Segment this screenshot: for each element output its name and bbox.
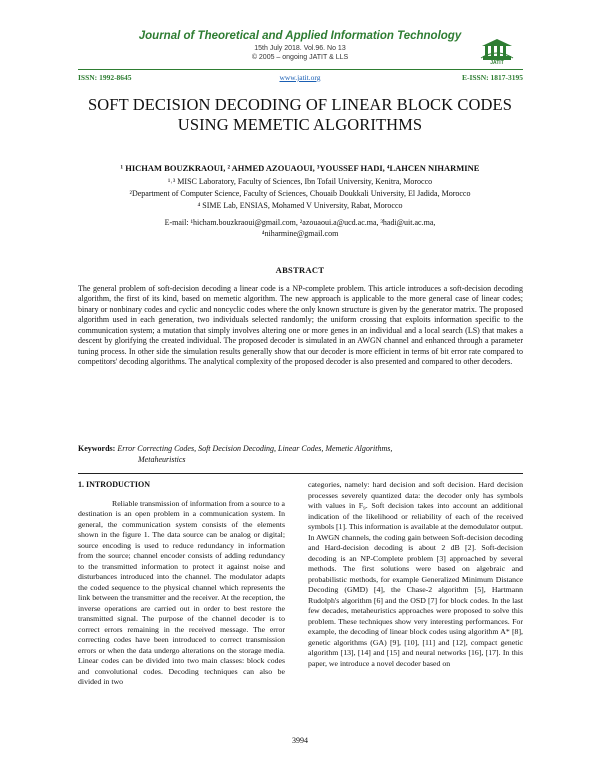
issue-line: 15th July 2018. Vol.96. No 13 xyxy=(254,45,346,52)
logo-text: JATIT xyxy=(490,60,504,66)
left-column xyxy=(78,480,285,688)
abstract-text: The general problem of soft-decision decoding a linear code is a NP-complete problem. This article introduces a soft-decision decoding algorithm, the first of its kind, based on memetic algorithm. The new approach is applicable to the more general case of linear codes; binary or nonbinary codes and cyclic and noncyclic codes where the only known structure is given by the generator matrix. The proposed algorithm used in each generation, two individuals selected randomly; the uniform crossing that exploits information specific to the communication system; a mutation that simply involves altering one or more genes in an individual and a local search (LS) that makes a descent by glorifying the created individual. The proposed decoder is simulated in an AWGN channel and enhanced through a parameter tuning process. In other side the simulation results generally show that our decoder is more efficient in terms of bit error rate compared to competitors' decoding algorithms. The analytical complexity of the proposed decoder is also presented and compared to other decoders. xyxy=(78,284,523,367)
paper-title xyxy=(60,95,540,135)
abstract-heading: ABSTRACT xyxy=(275,265,325,275)
paper-title-line-2: USING MEMETIC ALGORITHMS xyxy=(177,115,423,134)
page-number: 3994 xyxy=(292,736,308,745)
copyright-line: © 2005 – ongoing JATIT & LLS xyxy=(251,54,349,61)
issn-label: ISSN: xyxy=(78,73,98,82)
eissn-label: E-ISSN: xyxy=(461,73,489,82)
keywords-text-continued: Metaheuristics xyxy=(138,454,186,464)
journal-url-link[interactable]: www.jatit.org xyxy=(279,73,321,82)
authors: ¹ HICHAM BOUZKRAOUI, ² AHMED AZOUAOUI, ³YOUSSEF HADI, ⁴LAHCEN NIHARMINE xyxy=(120,163,480,173)
affiliation-1: ¹˒³ MISC Laboratory, Faculty of Sciences, Ibn Tofail University, Kenitra, Morocco xyxy=(167,177,433,186)
header-divider xyxy=(78,69,523,70)
eissn xyxy=(462,73,523,82)
issn xyxy=(78,73,132,82)
section-heading-introduction: 1. INTRODUCTION xyxy=(78,480,151,489)
left-column-paragraph: Reliable transmission of information from a source to a destination is an open problem in a communication system. In general, the communication system consists of the elements shown in the figure 1. The data source can be analog or digital; source encoding is used to reduce redundancy in information from the source; channel encoder consists of adding redundancy to the transmitted information to protect it against noise and disturbances introduced into the channel. The modulator adapts the coded sequence to the physical channel which represents the link between the transmitter and the receiver. At the reception, the inverse operations are carried out in order to best restore the transmitted signal. The purpose of the channel decoder is to correct errors remaining in the received message. The error correcting codes have been introduced to correct transmission errors or when the data undergo alterations on the storage media. Linear codes can be divided into two main classes: block codes and convolutional codes. Decoding techniques can also be divided in two xyxy=(78,498,285,686)
keywords-label: Keywords: xyxy=(78,444,116,453)
eissn-value: 1817-3195 xyxy=(490,73,523,82)
emails-line-1: E-mail: ¹hicham.bouzkraoui@gmail.com, ²azouaoui.a@ucd.ac.ma, ³hadi@uit.ac.ma, xyxy=(164,218,436,227)
right-column-paragraph: categories, namely: hard decision and soft decision. Hard decision processes severely quantized data: the decoder only has symbols with values in F₉. Soft decision takes into account an additional indication of the likelihood or reliability of each of the received symbols [1]. This information is available at the demodulator output. In AWGN channels, the coding gain between Soft-decision decoding and Hard-decision decoding is about 2 dB [2]. Soft-decision decoding is an NP-Complete problem [3] approached by several methods. The first solutions were based on algebraic and probabilistic methods, for example Generalized Minimum Distance Decoding (GMD) [4], the Chase-2 algorithm [5], Hartmann Rudolph's algorithm [6] and the OSD [7] for block codes. In the last few decades, metaheuristics approaches were proposed to solve this problem. These techniques show very interesting performances. For example, the decoding of linear block codes using algorithm A* [8], genetic algorithms (GA) [9], [10], [11] and [12], compact genetic algorithm [13], [14] and [15] and neural networks [16], [17]. In this paper, we introduce a novel decoder based on xyxy=(308,480,523,668)
paper-title-line-1: SOFT DECISION DECODING OF LINEAR BLOCK CODES xyxy=(88,95,512,114)
keywords xyxy=(78,444,523,465)
abstract-divider xyxy=(78,473,523,474)
emails-line-2: ⁴niharmine@gmail.com xyxy=(261,229,339,238)
keywords-text: Error Correcting Codes, Soft Decision Decoding, Linear Codes, Memetic Algorithms, xyxy=(117,444,393,453)
right-column xyxy=(308,480,523,669)
journal-title: Journal of Theoretical and Applied Information Technology xyxy=(138,30,462,42)
issn-value: 1992-8645 xyxy=(99,73,132,82)
affiliation-3: ⁴ SIME Lab, ENSIAS, Mohamed V University, Rabat, Morocco xyxy=(197,201,403,210)
affiliation-2: ²Department of Computer Science, Faculty of Sciences, Chouaib Doukkali University, El Jadida, Morocco xyxy=(129,189,471,198)
